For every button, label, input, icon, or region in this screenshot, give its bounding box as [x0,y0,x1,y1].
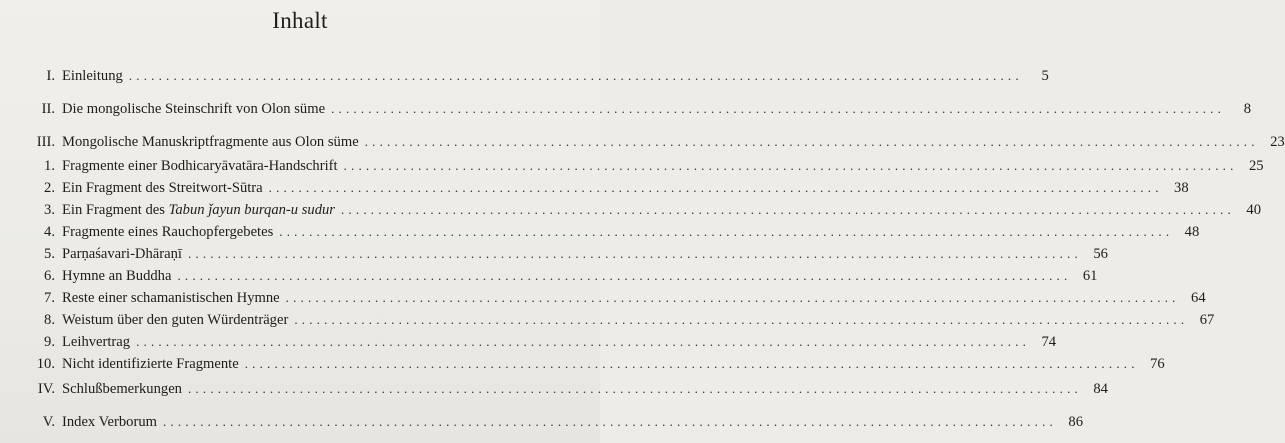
dot-leader: ........................................................................................................................ [294,312,1189,327]
toc-entry-title: Parṇaśavari-Dhāraṇī [62,246,182,262]
toc-entry-number: 6. [44,268,55,284]
toc-entry-page: 84 [1093,381,1108,397]
toc-entry-number: 9. [44,334,55,350]
toc-entry-page: 86 [1068,414,1083,430]
toc-entry-number: 5. [44,246,55,262]
toc-entry-number: IV. [37,381,55,397]
toc-entry-number: 8. [44,312,55,328]
toc-entry-page: 40 [1246,202,1261,218]
toc-entry-page: 8 [1243,101,1252,117]
toc-entry-number: III. [36,134,55,150]
toc-subentry [0,268,1098,285]
toc-entry-page: 76 [1150,356,1165,372]
dot-leader: ........................................................................................................................ [187,381,1082,396]
dot-leader: ........................................................................................................................ [128,68,1023,83]
dot-leader: ........................................................................................................................ [340,202,1235,217]
toc-entry [18,68,1049,85]
toc-entry-page: 61 [1082,268,1098,284]
toc-entry-title: Weistum über den guten Würdenträger [62,312,289,328]
toc-entry-title: Index Verborum [62,414,157,430]
toc-entry-number: V. [42,414,55,430]
toc-subentry [0,224,1200,241]
dot-leader: ........................................................................................................................ [279,224,1174,239]
dot-leader: ........................................................................................................................ [285,290,1180,305]
toc-subentry [0,356,1165,373]
toc-entry-title: Fragmente eines Rauchopfergebetes [62,224,274,240]
toc-entry-number: II. [41,101,55,117]
toc-subentry [0,180,1189,197]
toc-subentry [0,290,1206,307]
toc-entry-page: 48 [1184,224,1200,240]
toc-subentry [0,158,1264,175]
toc-entry-page: 56 [1093,246,1108,262]
toc-subentry [0,202,1261,219]
toc-subentry [0,312,1215,329]
page-title: Inhalt [272,8,328,33]
toc-entry-title: Die mongolische Steinschrift von Olon süme [62,101,326,117]
toc-entry-title: Ein Fragment des Streitwort-Sūtra [62,180,263,196]
dot-leader: ........................................................................................................................ [364,134,1259,149]
toc-entry-number: I. [46,68,55,84]
dot-leader: ........................................................................................................................ [268,180,1163,195]
dot-leader: ........................................................................................................................ [136,334,1031,349]
toc-entry [18,134,1285,151]
dot-leader: ........................................................................................................................ [343,158,1238,173]
toc-entry-page: 23 [1270,134,1285,150]
toc-entry-title: Mongolische Manuskriptfragmente aus Olon süme [62,134,359,150]
dot-leader: ........................................................................................................................ [162,414,1057,429]
toc-entry-page: 5 [1041,68,1049,84]
toc-entry-title-prefix: Ein Fragment des [62,202,169,218]
toc-entry-page: 67 [1199,312,1215,328]
toc-entry-title: Nicht identifizierte Fragmente [62,356,239,372]
toc-entry [18,381,1108,398]
toc-entry-page: 38 [1174,180,1189,196]
toc-entry-title [55,202,341,219]
toc-entry [18,101,1252,118]
toc-subentry [0,246,1108,263]
toc-entry-page: 74 [1041,334,1057,350]
toc-entry-number: 1. [44,158,55,174]
toc-entry-title: Hymne an Buddha [62,268,172,284]
dot-leader: ........................................................................................................................ [177,268,1072,283]
toc-entry-number: 3. [44,202,55,218]
toc-entry-page: 64 [1191,290,1206,306]
toc-entry-number: 10. [36,356,55,372]
toc-entry-title: Schlußbemerkungen [62,381,182,397]
toc-entry-title: Reste einer schamanistischen Hymne [62,290,280,306]
toc-entry-number: 7. [44,290,55,306]
dot-leader: ........................................................................................................................ [331,101,1226,116]
toc-subentry [0,334,1057,351]
toc-entry-title: Leihvertrag [62,334,131,350]
dot-leader: ........................................................................................................................ [187,246,1082,261]
toc-entry-number: 4. [44,224,55,240]
toc-entry-title: Einleitung [62,68,123,84]
dot-leader: ........................................................................................................................ [244,356,1139,371]
toc-entry-title: Fragmente einer Bodhicaryāvatāra-Handschrift [62,158,338,174]
toc-entry-page: 25 [1248,158,1264,174]
toc-entry-title-italic: Tabun ǰayun burqan-u sudur [168,202,335,218]
toc-entry [18,414,1083,431]
toc-entry-number: 2. [44,180,55,196]
